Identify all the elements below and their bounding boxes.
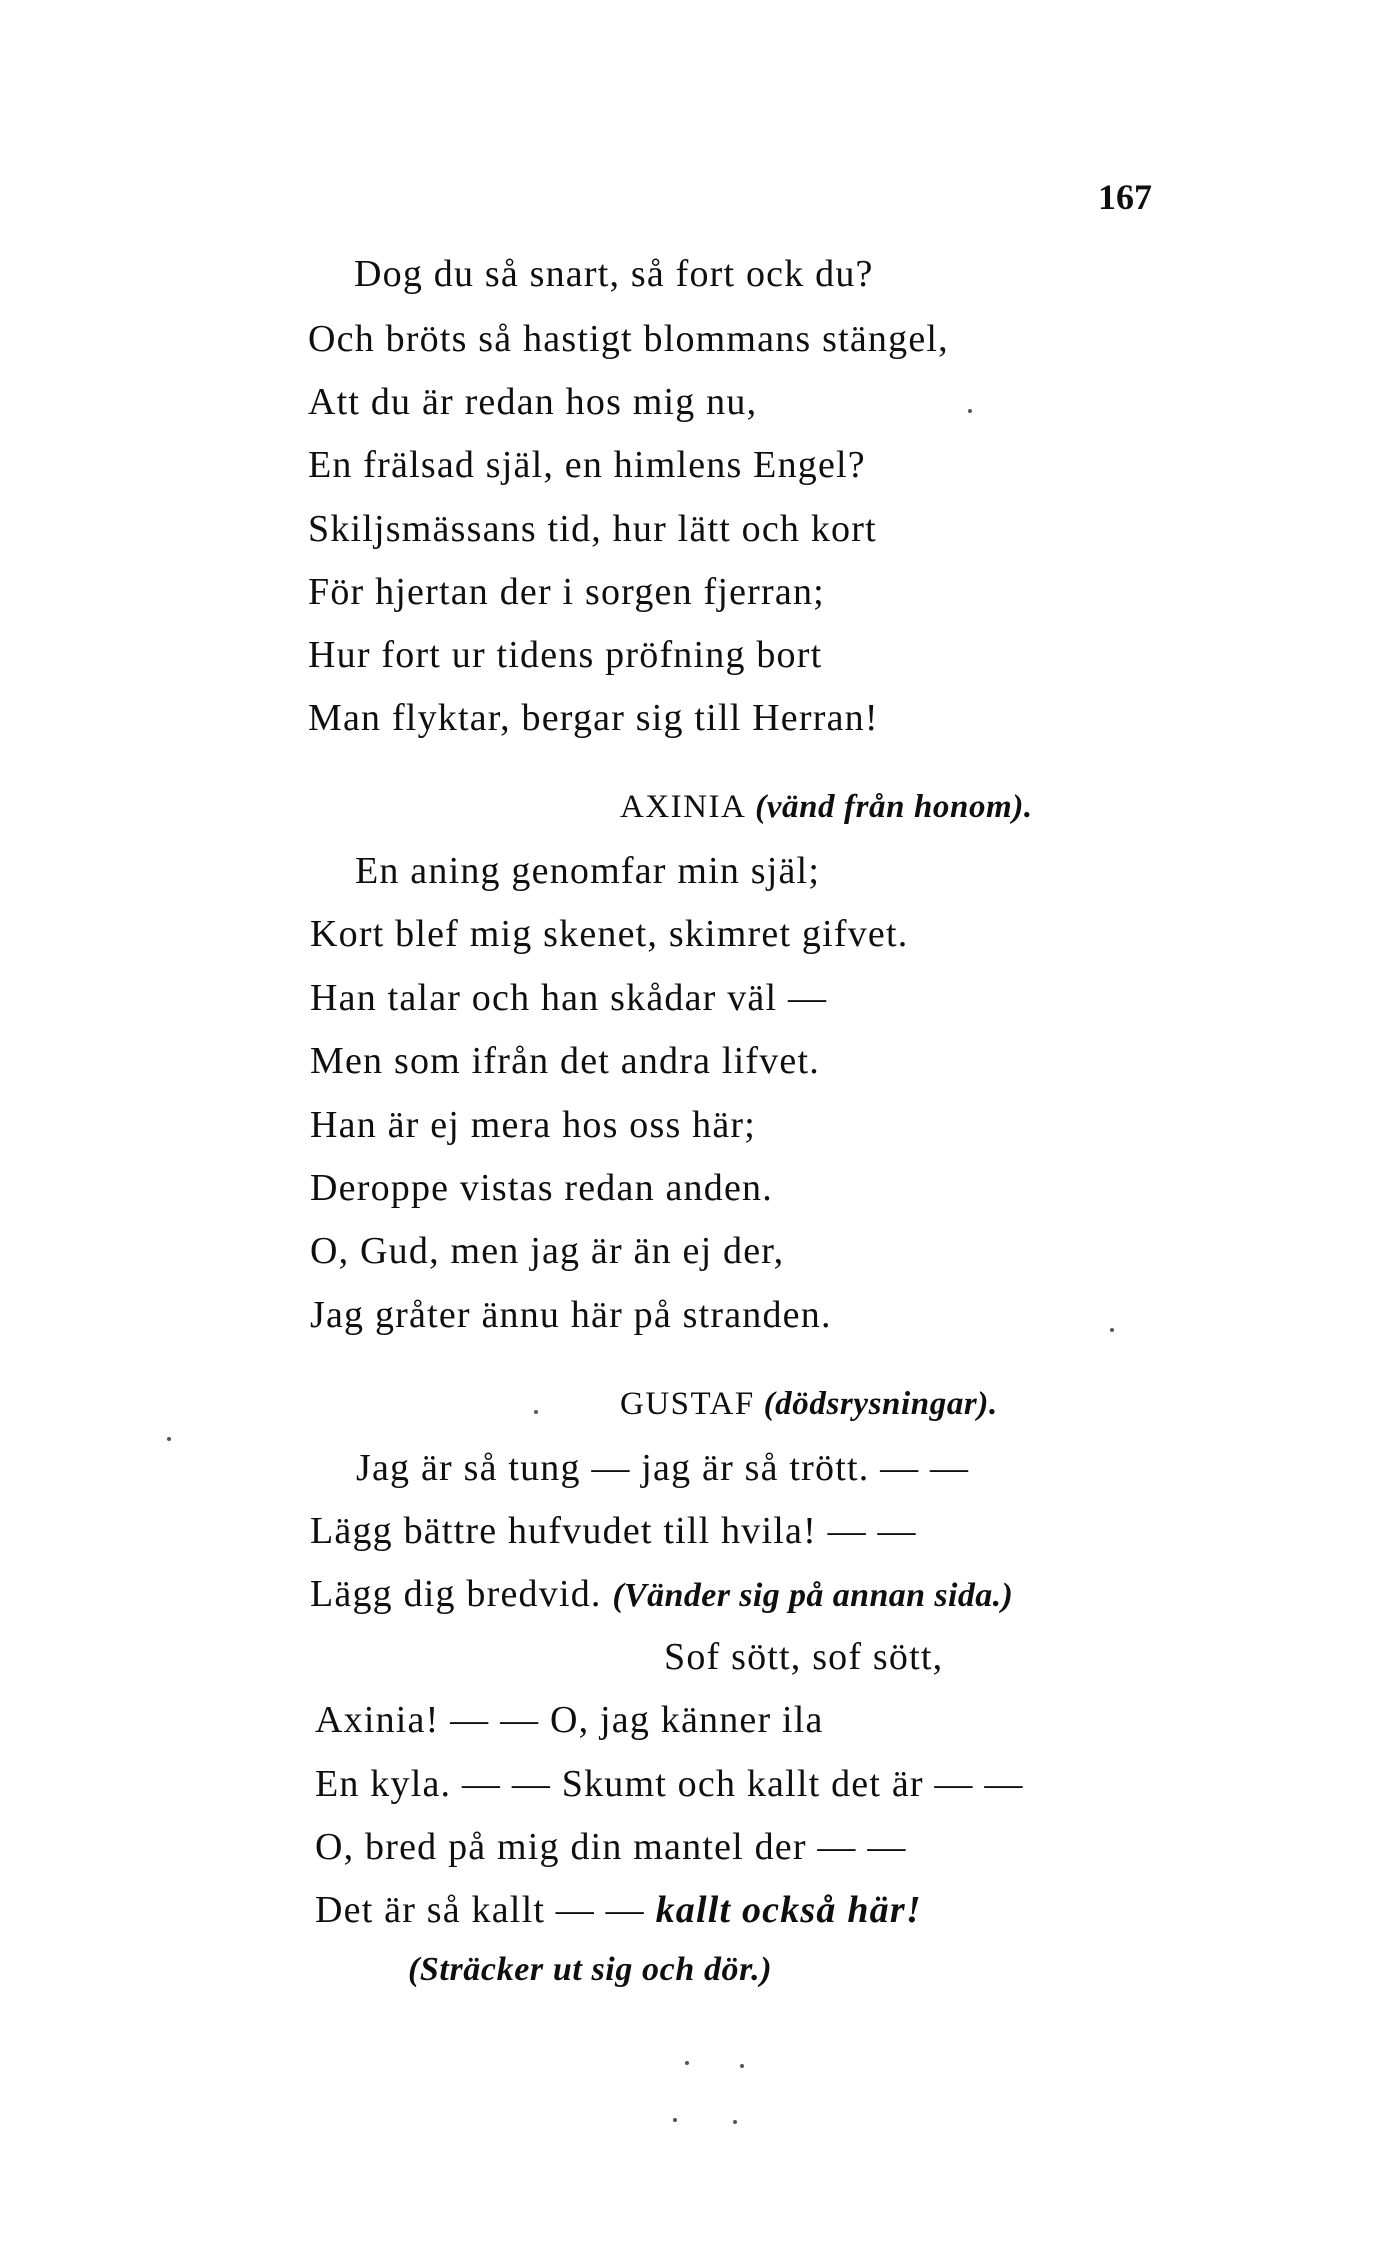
print-speck (673, 2118, 677, 2122)
verse-line: Man flyktar, bergar sig till Herran! (308, 697, 879, 739)
speaker-name: GUSTAF (620, 1386, 755, 1422)
page-number: 167 (1098, 177, 1152, 217)
stage-direction: (dödsrysningar). (763, 1386, 998, 1422)
verse-line: Men som ifrån det andra lifvet. (310, 1040, 820, 1082)
verse-line: Att du är redan hos mig nu, (308, 381, 758, 423)
verse-line: Han är ej mera hos oss här; (310, 1104, 757, 1146)
speaker-heading-axinia (620, 789, 1033, 826)
verse-line: För hjertan der i sorgen fjerran; (308, 571, 825, 613)
verse-line (310, 1572, 1013, 1616)
print-speck (685, 2061, 689, 2065)
verse-line: En aning genomfar min själ; (355, 850, 821, 892)
verse-line: Skiljsmässans tid, hur lätt och kort (308, 508, 877, 550)
print-speck (534, 1410, 538, 1414)
verse-line (315, 1888, 922, 1932)
verse-line: En frälsad själ, en himlens Engel? (308, 444, 866, 486)
stage-direction-final: (Sträcker ut sig och dör.) (408, 1951, 773, 1988)
verse-text: Lägg dig bredvid. (310, 1573, 602, 1615)
verse-line: Och bröts så hastigt blommans stängel, (308, 318, 949, 360)
verse-line: Sof sött, sof sött, (664, 1636, 944, 1678)
print-speck (733, 2120, 737, 2124)
verse-line: O, bred på mig din mantel der — — (315, 1826, 907, 1868)
verse-line: En kyla. — — Skumt och kallt det är — — (315, 1763, 1024, 1805)
verse-line: Hur fort ur tidens pröfning bort (308, 634, 823, 676)
verse-line: Jag gråter ännu här på stranden. (310, 1294, 832, 1336)
verse-line: Han talar och han skådar väl — (310, 977, 828, 1019)
print-speck (968, 409, 972, 413)
stage-direction: (vänd från honom). (755, 789, 1033, 825)
print-speck (167, 1437, 171, 1441)
verse-line: Deroppe vistas redan anden. (310, 1167, 773, 1209)
verse-line: Lägg bättre hufvudet till hvila! — — (310, 1510, 917, 1552)
emphasized-text: kallt också här! (655, 1889, 922, 1931)
verse-line: O, Gud, men jag är än ej der, (310, 1230, 785, 1272)
verse-text: Det är så kallt — — (315, 1889, 645, 1931)
verse-line: Kort blef mig skenet, skimret gifvet. (310, 913, 909, 955)
verse-line: Jag är så tung — jag är så trött. — — (356, 1447, 970, 1489)
print-speck (740, 2064, 744, 2068)
speaker-name: AXINIA (620, 789, 747, 825)
verse-line: Dog du så snart, så fort ock du? (354, 253, 874, 295)
verse-line: Axinia! — — O, jag känner ila (315, 1699, 824, 1741)
print-speck (1110, 1328, 1114, 1332)
speaker-heading-gustaf (620, 1386, 998, 1423)
stage-direction: (Vänder sig på annan sida.) (612, 1577, 1014, 1614)
